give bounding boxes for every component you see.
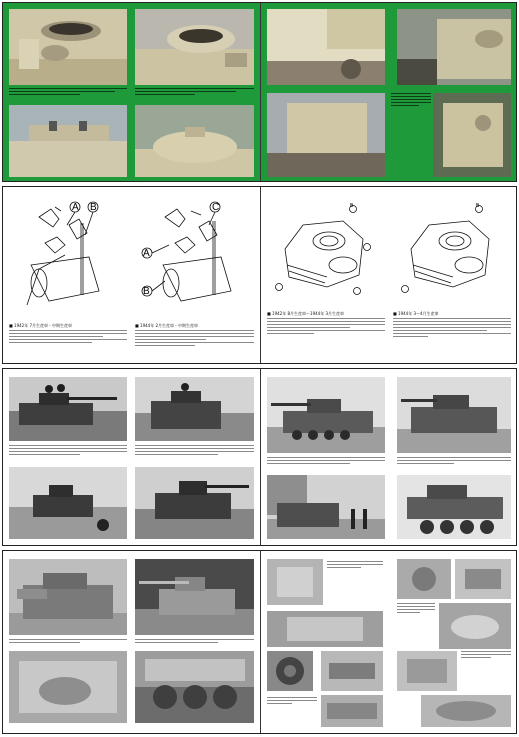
caption-text [391, 93, 431, 108]
detail-photo-spread [2, 550, 517, 734]
line-drawing-spread [2, 186, 517, 364]
photo-museum-tiger-2 [135, 559, 254, 635]
caption-text [461, 651, 511, 660]
left-page [3, 187, 260, 363]
section-heading: ■ 1942年 8月生産車〜1944年 3月生産車 [267, 311, 345, 316]
body-text [267, 318, 385, 336]
callout-label: B [90, 202, 97, 213]
callout-label: C [212, 202, 220, 213]
photo-tank-advancing [135, 467, 254, 539]
photo-front-plate [267, 9, 385, 85]
callout-label: A [143, 248, 150, 259]
photo-tank-with-crew [9, 377, 127, 441]
photo-hull-side [9, 105, 127, 177]
photo-detail-7 [397, 651, 457, 691]
callout-label: A [72, 202, 79, 213]
callout-label: B [476, 203, 480, 209]
callout-label: B [143, 286, 150, 297]
photo-detail-1 [267, 559, 323, 605]
photo-turret-side-hatch [397, 9, 511, 85]
photo-tank-on-road [9, 467, 127, 539]
caption-text [397, 457, 511, 466]
photo-detail-8 [321, 695, 383, 727]
drawing-hull-front-early [9, 195, 127, 305]
section-heading: ■ 1944年 2月生産車・中期生産車 [135, 323, 199, 328]
left-page [3, 3, 260, 181]
section-heading: ■ 1944年 3〜4月生産車 [393, 311, 439, 316]
callout-label: B [350, 203, 354, 209]
photo-detail-2 [397, 559, 451, 599]
photo-running-gear [135, 651, 254, 723]
left-page [3, 369, 260, 545]
photo-detail-3 [455, 559, 511, 599]
photo-bow-armor [267, 93, 385, 177]
photo-tiger-track-closeup [397, 475, 511, 539]
caption-text [267, 457, 385, 466]
left-page [3, 551, 260, 733]
caption-text [9, 445, 127, 457]
caption-text [327, 561, 383, 570]
photo-hull-rear-detail [9, 651, 127, 723]
color-photo-spread [2, 2, 517, 182]
caption-text [397, 603, 435, 615]
drawing-hull-front-late [135, 195, 254, 305]
right-page [261, 187, 516, 363]
photo-detail-track [267, 651, 313, 691]
photo-tiger-side [267, 377, 385, 453]
body-text [393, 318, 511, 339]
right-page [261, 551, 516, 733]
photo-tiger-in-town [267, 475, 385, 539]
drawing-turret-early [267, 195, 385, 305]
caption-text [135, 639, 254, 645]
right-page [261, 369, 516, 545]
caption-text [9, 639, 127, 645]
photo-detail-5 [439, 603, 511, 649]
drawing-turret-late [393, 195, 511, 305]
body-text [9, 330, 127, 345]
photo-tiger-front [397, 377, 511, 453]
photo-turret-rear [135, 105, 254, 177]
right-page [261, 3, 516, 181]
section-heading: ■ 1942年 7月生産車・中期生産車 [9, 323, 73, 328]
photo-detail-9 [421, 695, 511, 727]
caption-text [9, 88, 127, 97]
photo-detail-6 [321, 651, 383, 691]
caption-text [135, 445, 254, 457]
photo-turret-hatch [9, 9, 127, 85]
photo-detail-4 [267, 611, 383, 647]
caption-text [267, 697, 317, 706]
photo-track-guard [433, 93, 511, 177]
body-text [135, 330, 254, 348]
bw-photo-spread [2, 368, 517, 546]
photo-museum-tiger [9, 559, 127, 635]
photo-turret-top [135, 9, 254, 85]
photo-tank-in-field [135, 377, 254, 441]
caption-text [135, 88, 254, 97]
